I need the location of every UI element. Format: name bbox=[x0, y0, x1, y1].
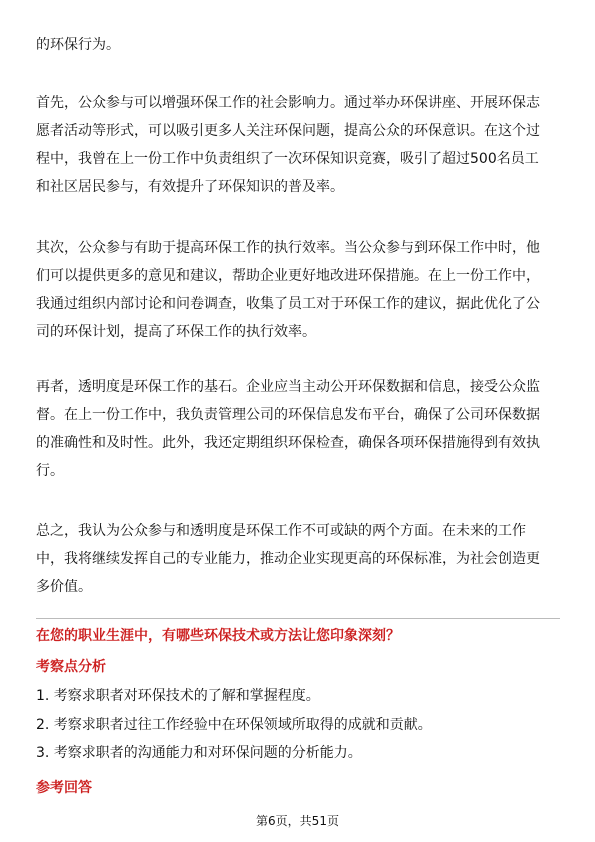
paragraph-line: 愿者活动等形式，可以吸引更多人关注环保问题，提高公众的环保意识。在这个过 bbox=[36, 123, 540, 139]
analysis-point: 3. 考察求职者的沟通能力和对环保问题的分析能力。 bbox=[36, 745, 362, 761]
paragraph-line: 和社区居民参与，有效提升了环保知识的普及率。 bbox=[36, 179, 344, 195]
paragraph-line: 其次，公众参与有助于提高环保工作的执行效率。当公众参与到环保工作中时，他 bbox=[36, 240, 540, 256]
paragraph-line: 行。 bbox=[36, 463, 64, 479]
paragraph-continuation bbox=[36, 31, 560, 59]
paragraph-conclusion bbox=[36, 517, 560, 601]
analysis-point: 1. 考察求职者对环保技术的了解和掌握程度。 bbox=[36, 688, 320, 704]
paragraph-line: 程中，我曾在上一份工作中负责组织了一次环保知识竞赛，吸引了超过500名员工 bbox=[36, 151, 539, 167]
paragraph-line: 的环保行为。 bbox=[36, 37, 120, 53]
interview-question: 在您的职业生涯中，有哪些环保技术或方法让您印象深刻？ bbox=[36, 628, 400, 644]
paragraph-line: 督。在上一份工作中，我负责管理公司的环保信息发布平台，确保了公司环保数据 bbox=[36, 407, 540, 423]
paragraph-line: 我通过组织内部讨论和问卷调查，收集了员工对于环保工作的建议，据此优化了公 bbox=[36, 296, 540, 312]
page-number-footer: 第6页，共51页 bbox=[256, 814, 339, 828]
reference-answer-heading: 参考回答 bbox=[36, 780, 92, 796]
paragraph-line: 首先，公众参与可以增强环保工作的社会影响力。通过举办环保讲座、开展环保志 bbox=[36, 95, 540, 111]
paragraph-line: 的准确性和及时性。此外，我还定期组织环保检查，确保各项环保措施得到有效执 bbox=[36, 435, 540, 451]
paragraph-line: 多价值。 bbox=[36, 579, 92, 595]
paragraph-public-participation-influence bbox=[36, 89, 560, 201]
paragraph-line: 中，我将继续发挥自己的专业能力，推动企业实现更高的环保标准，为社会创造更 bbox=[36, 551, 540, 567]
paragraph-line: 再者，透明度是环保工作的基石。企业应当主动公开环保数据和信息，接受公众监 bbox=[36, 379, 540, 395]
analysis-heading: 考察点分析 bbox=[36, 659, 106, 675]
section-divider bbox=[36, 618, 560, 619]
analysis-point: 2. 考察求职者过往工作经验中在环保领域所取得的成就和贡献。 bbox=[36, 717, 432, 733]
paragraph-line: 们可以提供更多的意见和建议，帮助企业更好地改进环保措施。在上一份工作中， bbox=[36, 268, 540, 284]
paragraph-line: 总之，我认为公众参与和透明度是环保工作不可或缺的两个方面。在未来的工作 bbox=[36, 523, 526, 539]
paragraph-public-participation-efficiency bbox=[36, 234, 560, 346]
paragraph-transparency bbox=[36, 373, 560, 485]
paragraph-line: 司的环保计划，提高了环保工作的执行效率。 bbox=[36, 324, 316, 340]
